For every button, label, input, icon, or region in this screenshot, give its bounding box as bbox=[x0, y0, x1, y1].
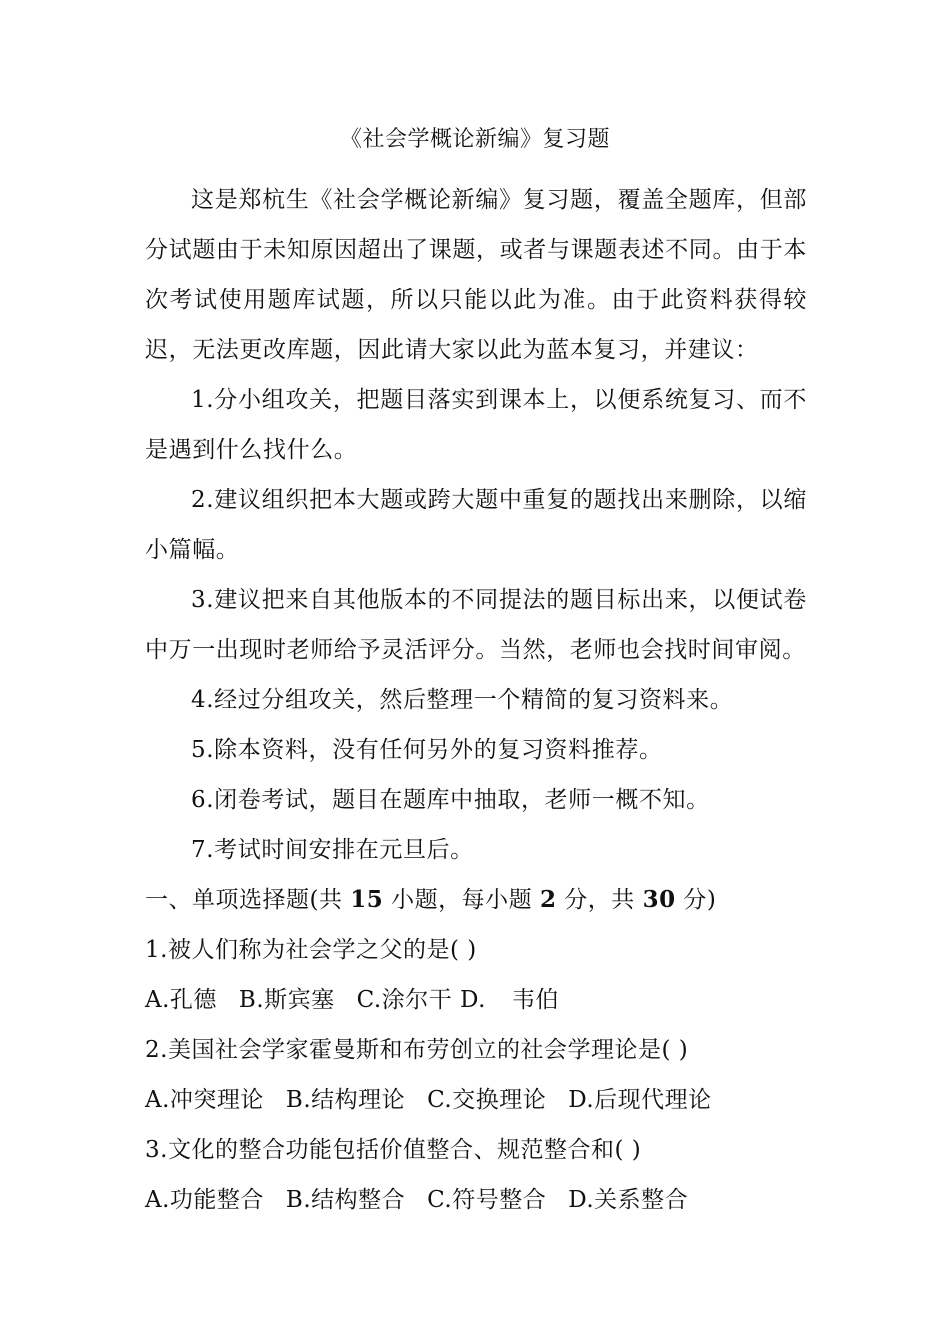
option-b: B.斯宾塞 bbox=[238, 987, 335, 1013]
suggestion-item: 4.经过分组攻关，然后整理一个精简的复习资料来。 bbox=[191, 687, 734, 713]
option-d: D.后现代理论 bbox=[568, 1087, 712, 1113]
section-question-count: 15 bbox=[350, 886, 384, 913]
question-stem: 1.被人们称为社会学之父的是( ) bbox=[145, 937, 477, 963]
section-heading-suffix: 分) bbox=[675, 887, 717, 913]
suggestion-item: 2.建议组织把本大题或跨大题中重复的题找出来删除，以缩小篇幅。 bbox=[145, 487, 807, 563]
page-title: 《社会学概论新编》复习题 bbox=[339, 127, 610, 152]
suggestion-item: 7.考试时间安排在元旦后。 bbox=[191, 837, 474, 863]
section-heading-prefix: 一、单项选择题(共 bbox=[145, 887, 351, 913]
section-heading-mid2: 分，共 bbox=[556, 887, 643, 913]
question-stem: 2.美国社会学家霍曼斯和布劳创立的社会学理论是( ) bbox=[145, 1037, 689, 1063]
section-heading-mid1: 小题，每小题 bbox=[383, 887, 540, 913]
suggestion-item: 1.分小组攻关，把题目落实到课本上，以便系统复习、而不是遇到什么找什么。 bbox=[145, 387, 807, 463]
section-points-each: 2 bbox=[539, 886, 557, 913]
intro-paragraph: 这是郑杭生《社会学概论新编》复习题，覆盖全题库，但部分试题由于未知原因超出了课题，或者与课题表述不同。由于本次考试使用题库试题，所以只能以此为准。由于此资料获得较迟，无法更改库题，因此请大家以此为蓝本复习，并建议： bbox=[145, 187, 807, 363]
option-c: C.交换理论 bbox=[427, 1087, 547, 1113]
option-b: B.结构理论 bbox=[285, 1087, 406, 1113]
option-d: 韦伯 bbox=[511, 987, 559, 1013]
section-heading bbox=[145, 875, 807, 925]
option-a: A.功能整合 bbox=[145, 1187, 264, 1213]
question-stem: 3.文化的整合功能包括价值整合、规范整合和( ) bbox=[145, 1137, 642, 1163]
section-points-total: 30 bbox=[642, 886, 676, 913]
option-c: C.涂尔干 D. bbox=[356, 987, 486, 1013]
option-d: D.关系整合 bbox=[568, 1187, 689, 1213]
question-options bbox=[145, 975, 807, 1025]
suggestion-item: 5.除本资料，没有任何另外的复习资料推荐。 bbox=[191, 737, 663, 763]
suggestion-item: 6.闭卷考试，题目在题库中抽取，老师一概不知。 bbox=[191, 787, 710, 813]
option-b: B.结构整合 bbox=[285, 1187, 406, 1213]
option-c: C.符号整合 bbox=[427, 1187, 547, 1213]
question-options bbox=[145, 1075, 807, 1125]
option-a: A.冲突理论 bbox=[145, 1087, 264, 1113]
question-options bbox=[145, 1175, 807, 1225]
suggestion-item: 3.建议把来自其他版本的不同提法的题目标出来，以便试卷中万一出现时老师给予灵活评分。当然，老师也会找时间审阅。 bbox=[145, 587, 807, 663]
option-a: A.孔德 bbox=[145, 987, 217, 1013]
